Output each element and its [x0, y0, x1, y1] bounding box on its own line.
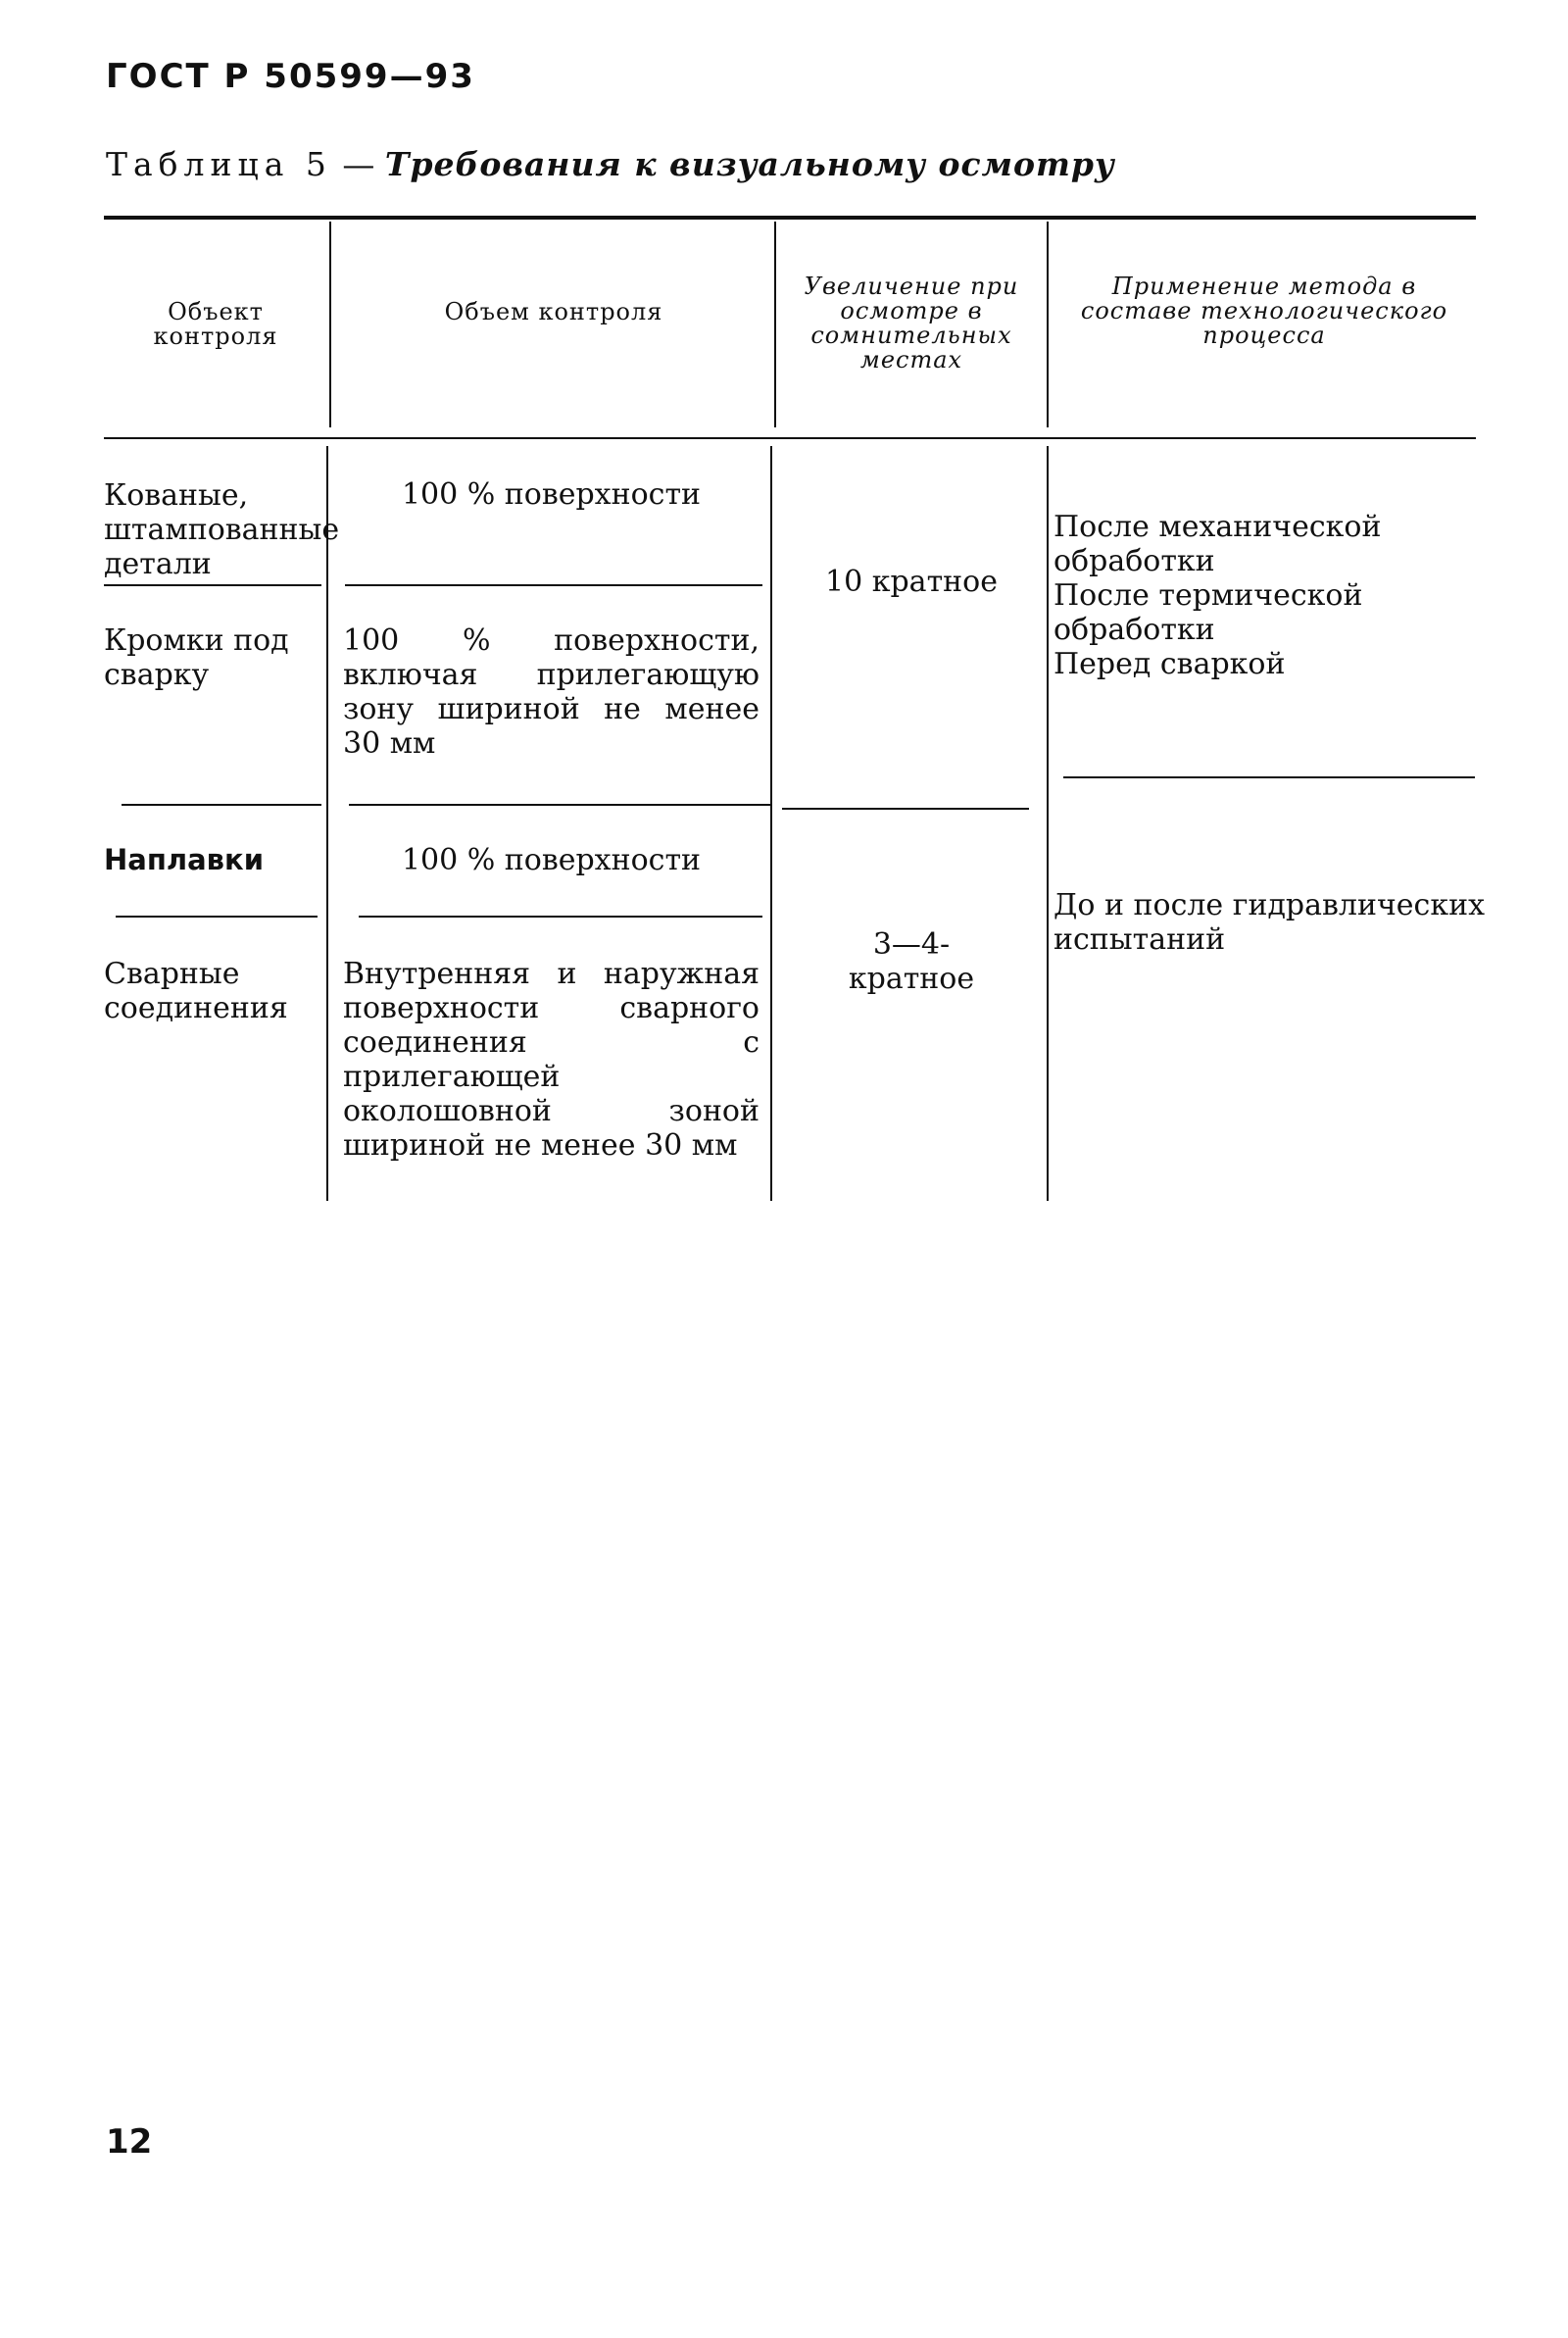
row-1-scope: 100 % поверхности	[401, 477, 702, 512]
column-divider-1	[329, 222, 331, 427]
row-3-object-text: Наплавки	[104, 843, 265, 876]
page-number: 12	[106, 2122, 153, 2162]
row-rule-2c	[782, 808, 1029, 810]
magnification-rows-3-4: 3—4-кратное	[848, 927, 975, 996]
table-label: Таблица 5	[106, 145, 332, 183]
column-divider-2	[774, 222, 776, 427]
row-4-scope: Внутренняя и наружная поверхности сварного соединения с прилегающей околошовной зоной шириной не менее 30 мм	[343, 957, 760, 1163]
table-title: Требования к визуальному осмотру	[384, 145, 1115, 183]
application-list-upper	[1054, 510, 1490, 681]
row-rule-3a	[116, 916, 318, 918]
caption-dash: —	[331, 145, 385, 183]
body-divider-3	[1047, 446, 1049, 1201]
row-1-object	[104, 478, 340, 581]
column-header-scope: Объем контроля	[444, 298, 663, 325]
table-top-rule	[104, 216, 1476, 220]
application-item-3: Перед сваркой	[1054, 647, 1286, 681]
row-rule-2b	[349, 804, 770, 806]
row-rule-3b	[359, 916, 762, 918]
row-4-object-text: Сварные соединения	[104, 957, 288, 1025]
column-divider-3	[1047, 222, 1049, 427]
row-1-object-text: Кованые, штампованные детали	[104, 478, 340, 581]
row-rule-2d	[1063, 776, 1475, 778]
row-2-scope: 100 % поверхности, включая прилегающую зону шириной не менее 30 мм	[343, 623, 760, 761]
row-rule-1b	[345, 584, 762, 586]
body-divider-1	[326, 446, 328, 1201]
body-divider-2	[770, 446, 772, 1201]
application-item-2: После термической обработки	[1054, 578, 1363, 647]
header-bottom-rule	[104, 437, 1476, 439]
magnification-rows-1-2: 10 кратное	[825, 565, 998, 599]
column-header-application: Применение метода в составе технологического процесса	[1080, 273, 1448, 349]
row-3-scope: 100 % поверхности	[401, 843, 702, 877]
table-caption	[106, 145, 1115, 183]
row-2-object-text: Кромки под сварку	[104, 623, 289, 692]
application-item-1: После механической обработки	[1054, 510, 1382, 578]
column-header-object: Объект контроля	[153, 298, 278, 350]
row-rule-1a	[104, 584, 321, 586]
row-4-object	[104, 957, 319, 1025]
row-3-object	[104, 843, 319, 877]
document-code: ГОСТ Р 50599—93	[106, 57, 475, 96]
row-2-object	[104, 623, 319, 692]
column-header-magnification: Увеличение при осмотре в сомнительных местах	[804, 273, 1019, 373]
row-rule-2a	[122, 804, 321, 806]
application-item-4: До и после гидравлических испытаний	[1054, 888, 1485, 957]
